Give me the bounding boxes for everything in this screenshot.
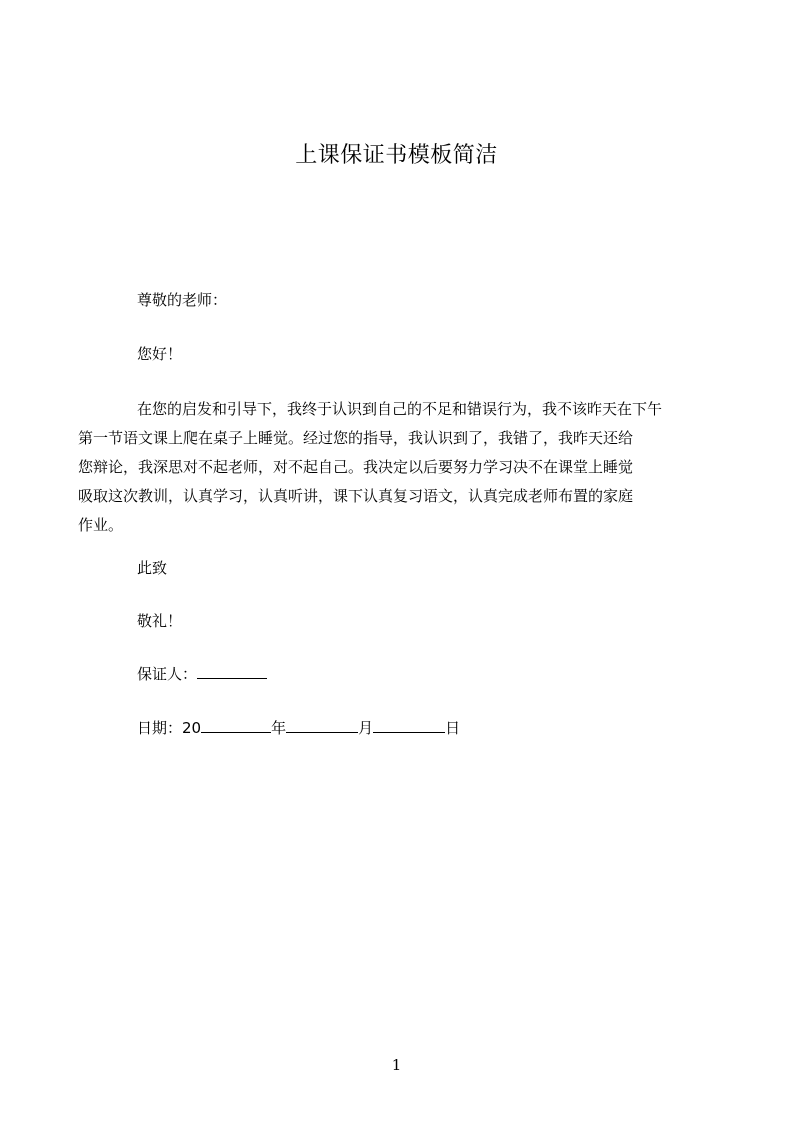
salutation: 尊敬的老师：: [137, 291, 228, 309]
body-line: 您辩论，我深思对不起老师，对不起自己。我决定以后要努力学习决不在课堂上睡觉: [78, 458, 634, 476]
guarantor-signature-blank: [197, 662, 267, 679]
year-blank: [201, 716, 271, 733]
body-line: 作业。: [78, 516, 124, 534]
date-month-label: 月: [358, 719, 374, 737]
date-day-label: 日: [445, 719, 461, 737]
body-line: 在您的启发和引导下，我终于认识到自己的不足和错误行为，我不该昨天在下午: [137, 400, 663, 418]
closing-regards: 敬礼！: [137, 612, 183, 630]
closing-salutation: 此致: [137, 559, 168, 577]
body-line: 吸取这次教训，认真学习，认真听讲，课下认真复习语文，认真完成老师布置的家庭: [78, 487, 634, 505]
document-title: 上课保证书模板简洁: [295, 143, 498, 168]
guarantor-label: 保证人：: [137, 665, 198, 683]
date-year-label: 年: [271, 719, 287, 737]
page-number: 1: [391, 1056, 402, 1074]
date-label: 日期：20: [137, 719, 202, 737]
body-paragraph: [78, 395, 718, 540]
body-line: 第一节语文课上爬在桌子上睡觉。经过您的指导，我认识到了，我错了，我昨天还给: [78, 429, 634, 447]
day-blank: [373, 716, 445, 733]
guarantor-line: [137, 662, 267, 686]
greeting: 您好！: [137, 345, 183, 363]
date-line: [137, 716, 460, 740]
month-blank: [286, 716, 358, 733]
